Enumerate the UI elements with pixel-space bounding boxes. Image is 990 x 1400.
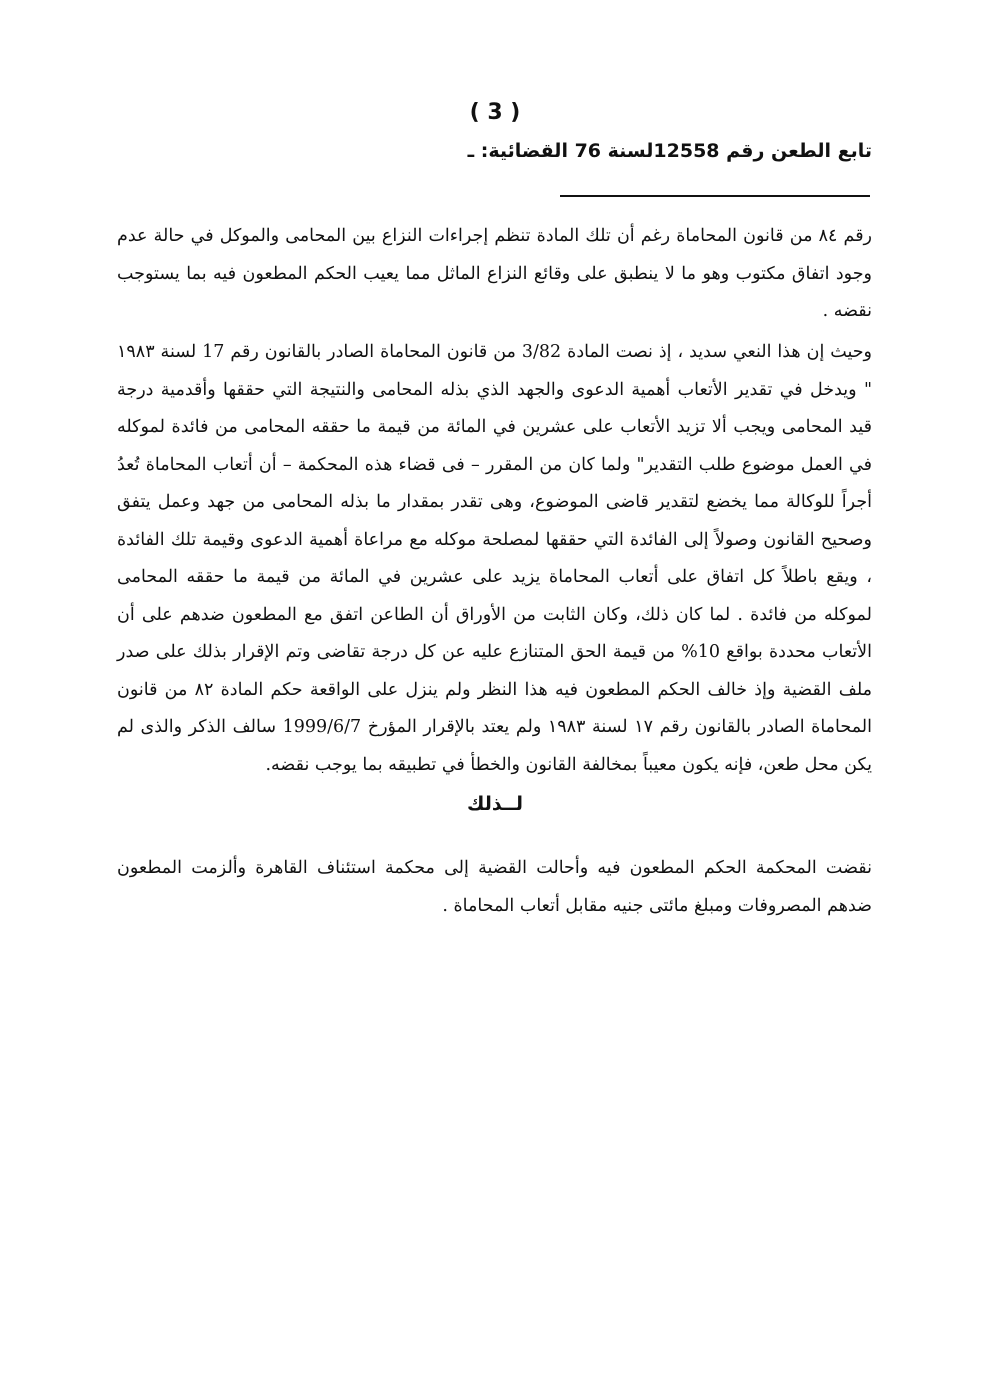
header-underline (560, 195, 870, 197)
paragraph-ruling: نقضت المحكمة الحكم المطعون فيه وأحالت القضية إلى محكمة استئناف القاهرة وألزمت المطعون ضدهم المصروفات ومبلغ مائتى جنيه مقابل أتعاب المحاماة . (117, 858, 872, 916)
ruling-heading: لــذلك (467, 793, 523, 815)
page-number: ( 3 ) (469, 100, 521, 125)
paragraph-1: رقم ٨٤ من قانون المحاماة رغم أن تلك المادة تنظم إجراءات النزاع بين المحامى والموكل في حالة عدم وجود اتفاق مكتوب وهو ما لا ينطبق على وقائع النزاع الماثل مما يعيب الحكم المطعون فيه بما يستوجب نقضه . (117, 226, 873, 321)
appeal-header: تابع الطعن رقم 12558لسنة 76 القضائية: ـ (467, 140, 872, 162)
paragraph-2: وحيث إن هذا النعي سديد ، إذ نصت المادة 3/82 من قانون المحاماة الصادر بالقانون رقم 17 لسنة ١٩٨٣ " ويدخل في تقدير الأتعاب أهمية الدعوى والجهد الذي بذله المحامى والنتيجة التي حققها وأقدمية درجة قيد المحامى ويجب ألا تزيد الأتعاب على عشرين في المائة من قيمة ما حققه المحامى من فائدة لموكله في العمل موضوع طلب التقدير" ولما كان من المقرر – فى قضاء هذه المحكمة – أن أتعاب المحاماة تُعدُ أجراً للوكالة مما يخضع لتقدير قاضى الموضوع، وهى تقدر بمقدار ما بذله المحامى من جهد وعمل يتفق وصحيح القانون وصولاً إلى الفائدة التي حققها لمصلحة موكله مع مراعاة أهمية الدعوى وقيمة تلك الفائدة ، ويقع باطلاً كل اتفاق على أتعاب المحاماة يزيد على عشرين في المائة من قيمة ما حققه المحامى لموكله من فائدة . لما كان ذلك، وكان الثابت من الأوراق أن الطاعن اتفق مع المطعون ضدهم على أن الأتعاب محددة بواقع 10% من قيمة الحق المتنازع عليه عن كل درجة تقاضى وتم الإقرار بذلك على صدر ملف القضية وإذ خالف الحكم المطعون فيه هذا النظر ولم ينزل على الواقعة حكم المادة ٨٢ من قانون المحاماة الصادر بالقانون رقم ١٧ لسنة ١٩٨٣ ولم يعتد بالإقرار المؤرخ 1999/6/7 سالف الذكر والذى لم يكن محل طعن، فإنه يكون معيباً بمخالفة القانون والخطأ في تطبيقه بما يوجب نقضه. (117, 342, 873, 775)
